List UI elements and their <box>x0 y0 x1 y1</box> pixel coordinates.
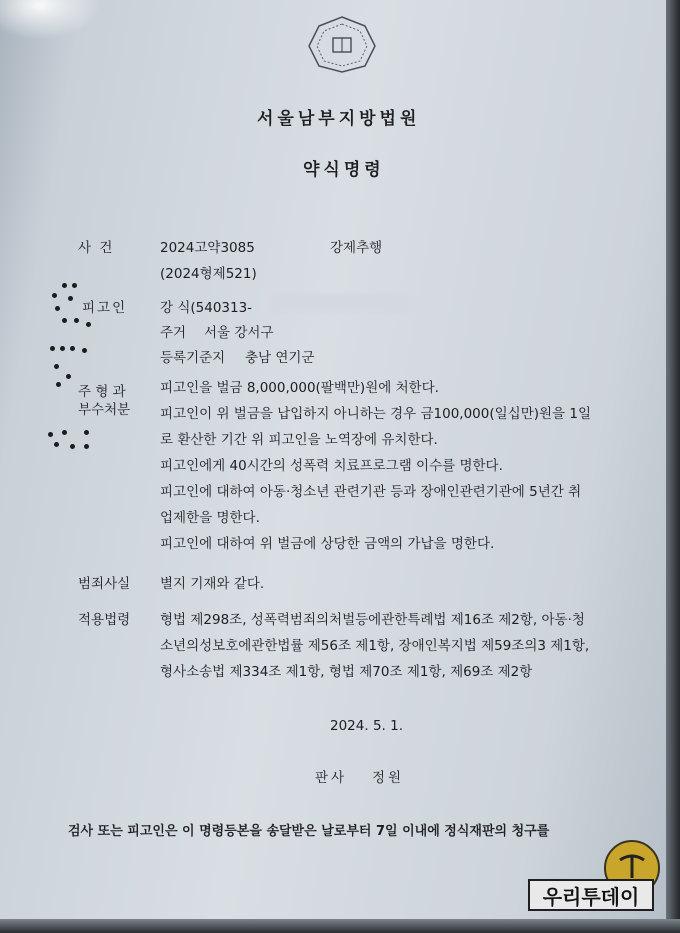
sentence-line: 피고인에게 40시간의 성폭력 치료프로그램 이수를 명한다. <box>160 458 503 474</box>
case-number: 2024고약3085 <box>160 240 255 256</box>
registry-value: 충남 연기군 <box>245 350 315 366</box>
laws-line: 형사소송법 제334조 제1항, 형법 제70조 제1항, 제69조 제2항 <box>160 664 533 680</box>
document-edge-shadow <box>666 0 680 933</box>
redaction-blur <box>270 294 410 312</box>
defendant-name-id: 강 식(540313- <box>160 300 253 316</box>
sentence-line: 피고인이 위 벌금을 납입하지 아니하는 경우 금100,000(일십만)원을 1일 <box>160 406 592 422</box>
document-title: 약식명령 <box>303 160 385 180</box>
address-label: 주거 <box>160 325 187 341</box>
court-name: 서울남부지방법원 <box>257 109 421 129</box>
light-glare <box>0 0 100 40</box>
sentence-line: 피고인에 대하여 위 벌금에 상당한 금액의 가납을 명한다. <box>160 536 495 552</box>
defendant-label: 피고인 <box>82 300 128 316</box>
appeal-notice: 검사 또는 피고인은 이 명령등본을 송달받은 날로부터 7일 이내에 정식재판의 청구를 <box>68 824 550 839</box>
facts-text: 별지 기재와 같다. <box>160 576 265 592</box>
document-date: 2024. 5. 1. <box>330 718 403 734</box>
registry-label: 등록기준지 <box>160 350 226 366</box>
laws-line: 형법 제298조, 성폭력범죄의처벌등에관한특례법 제16조 제2항, 아동·청 <box>160 612 585 628</box>
sentence-line: 로 환산한 기간 위 피고인을 노역장에 유치한다. <box>160 432 438 448</box>
facts-label: 범죄사실 <box>78 576 131 592</box>
court-seal-icon <box>305 14 379 74</box>
watermark-badge: 우리투데이 <box>528 879 654 911</box>
judge-name: 정원 <box>372 770 405 786</box>
case-charge: 강제추행 <box>330 240 383 256</box>
address-value: 서울 강서구 <box>204 325 274 341</box>
sentence-line: 업제한을 명한다. <box>160 510 260 526</box>
judge-title: 판사 <box>315 770 348 786</box>
laws-label: 적용법령 <box>78 612 131 628</box>
case-sub-number: (2024형제521) <box>160 266 257 282</box>
sentence-line: 피고인에 대하여 아동·청소년 관련기관 등과 장애인관련기관에 5년간 취 <box>160 484 582 500</box>
laws-line: 소년의성보호에관한법률 제56조 제1항, 장애인복지법 제59조의3 제1항, <box>160 638 590 654</box>
case-label: 사 건 <box>78 240 115 256</box>
document-bottom-shadow <box>0 919 680 933</box>
sentence-line: 피고인을 벌금 8,000,000(팔백만)원에 처한다. <box>160 380 439 396</box>
sentence-label-1: 주 형 과 <box>78 384 126 400</box>
sentence-label-2: 부수처분 <box>78 402 131 418</box>
